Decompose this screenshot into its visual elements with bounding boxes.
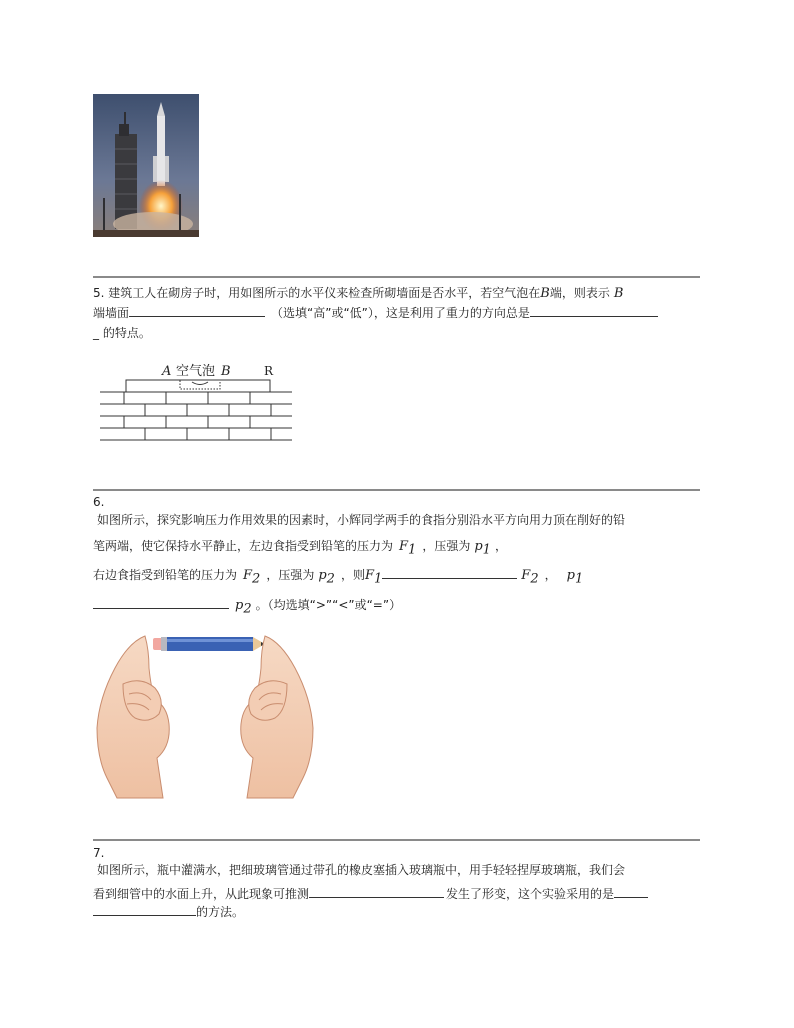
q7-number: 7. xyxy=(93,846,105,860)
q6-line4: $p_2$ 。（均选填“>”“<”或“=”） xyxy=(93,596,401,617)
hands-pencil-image xyxy=(93,628,318,800)
label-r: R xyxy=(264,364,274,378)
q6-number: 6. xyxy=(93,495,105,509)
q7-blank-1[interactable] xyxy=(309,885,444,898)
q6-blank-2[interactable] xyxy=(93,596,229,609)
spirit-level-diagram xyxy=(100,360,295,452)
q5-line1: 5. 建筑工人在砌房子时，用如图所示的水平仪来检查所砌墙面是否水平，若空气泡在B端，则表示 B xyxy=(93,286,624,301)
q5-blank-1[interactable] xyxy=(129,304,265,317)
rocket-launch-image xyxy=(93,94,199,237)
q5-blank-2[interactable] xyxy=(530,304,658,317)
q7-line2: 看到细管中的水面上升，从此现象可推测 发生了形变，这个实验采用的是 xyxy=(93,885,648,902)
q7-line1: 如图所示，瓶中灌满水，把细玻璃管通过带孔的橡皮塞插入玻璃瓶中，用手轻轻捏厚玻璃瓶，我们会 xyxy=(97,863,626,877)
divider-q7 xyxy=(93,839,700,841)
label-air-bubble: 空气泡 xyxy=(176,364,216,379)
label-b: B xyxy=(221,364,231,379)
q7-line3: 的方法。 xyxy=(93,903,244,920)
q7-blank-2b[interactable] xyxy=(93,903,196,916)
label-a: A xyxy=(162,364,172,379)
q5-line3: _ 的特点。 xyxy=(93,326,151,340)
q5-number: 5. xyxy=(93,286,105,300)
q7-blank-2a[interactable] xyxy=(614,885,648,898)
q6-blank-1[interactable] xyxy=(382,566,517,579)
q6-line2: 笔两端，使它保持水平静止，左边食指受到铅笔的压力为 $F_1$ ，压强为 $p_1$ ， xyxy=(93,539,507,558)
q6-line1: 如图所示，探究影响压力作用效果的因素时，小辉同学两手的食指分别沿水平方向用力顶在削好的铅 xyxy=(97,513,626,527)
q5-line2: 端墙面 （选填“高”或“低”），这是利用了重力的方向总是 xyxy=(93,304,658,321)
q6-line3: 右边食指受到铅笔的压力为 $F_2$ ，压强为 $p_2$ ，则$F_1$ $F_2$ ， $p_1$ xyxy=(93,568,584,587)
divider-q5 xyxy=(93,276,700,278)
divider-q6 xyxy=(93,489,700,491)
